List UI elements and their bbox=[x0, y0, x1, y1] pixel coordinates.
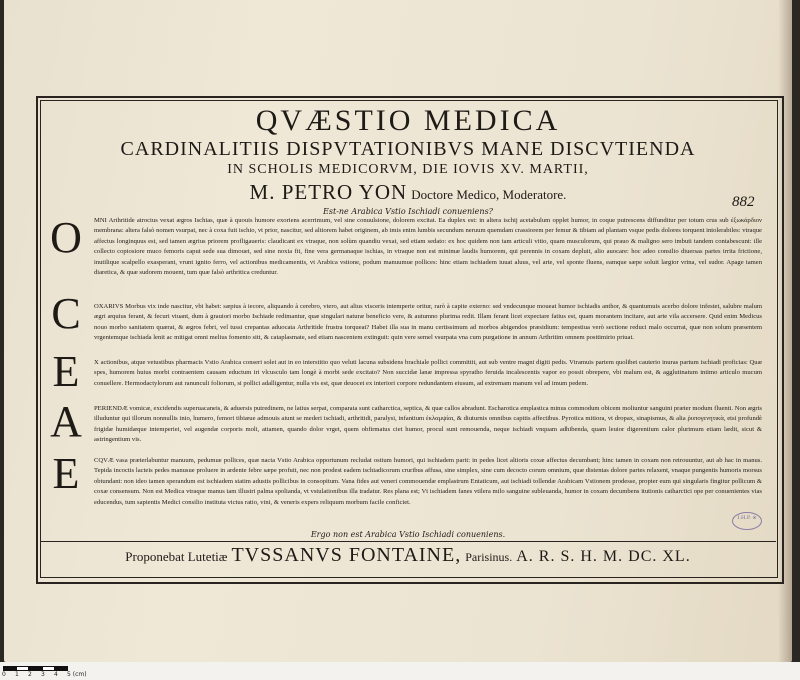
paragraph-4: PERIENDÆ vomicæ, excidendis superuacaneis, & aduersis putredinem, ne latius serpat, comparata sunt catharctica, septica, & quæ callos abradunt. Escharotica emplastica minus commodum obicem moliuntur sanguini præter modum fluenti. Non ægris illuduntur qui illorum nonnullis inio, humero, femori tibiæue admouis aiunt se mederi ischiadi, arthritidi, paralysi, infantium ἐκλαμψίαι, & diuturnis omnibus capitis affectibus. Pyrotica mitiora, vt dropax, sinapismus, & alia ῥυπογενητικὰ, etsi profundè frigidæ humidæque intemperiei, vel augendæ corporis moli, attamen, quando dolor vrget, quem obfirmatus ciet humor, procul sunt remouenda, neque ischiadi vnquam adhibenda, quam leuior digerentium calor plurimum etiam lædit, sicut & astringentium vis. bbox=[94, 405, 762, 444]
initial-letter-5: E bbox=[52, 449, 80, 498]
paragraph-3: X actionibus, atque vetustibus pharmacis Vstio Arabica conseri solet aut in eo interstitio quo veluti lacuna subsidens brachiale pollici committit, aut sub ventre magni digiti pedis. Vtramuis partem quolibet cauterio inuras partum ischiadi proficias: Quæ spes, humorem huius morbi contraentem causam eductum iri vlcusculo tam longè à morbi sede excitato? Non succidæ lanæ impressa spyratho feruida incalescentis vapor eo possit obrepere, vbi malum est, & agglutinatum intimo articulo mucum conuellere. Hermodactylorum aut ranunculi foliorum, si pollici adalligentur, nulla vis est, quæ deuocet ex interiori corpore redundantem eiusum, ad extremam manum vel ad imum pedem. bbox=[94, 359, 762, 387]
imprint-date: A. R. S. H. M. DC. XL. bbox=[516, 548, 691, 565]
ruler-label-0: 0 bbox=[2, 671, 6, 678]
imprint-place: Parisinus. bbox=[465, 550, 513, 564]
ruler-label-3: 3 bbox=[41, 671, 45, 678]
school-date-line: IN SCHOLIS MEDICORVM, DIE IOVIS XV. MARTII, bbox=[227, 162, 589, 177]
ruler-label-4: 4 bbox=[54, 671, 58, 678]
paragraph-5: CQVÆ vasa præterlabuntur manuum, pedumue pollices, quæ nacta Vstio Arabica opportunum recludat ostium humori, qui ischiadem parit: in pedes licet altioris coxæ affectus decumbant; hinc tamen in coxam non retrouuntur, aut ab hac in manus. Tepida incoctis lacteis pedes manusue proluere in ardente febre sæpe profuit, nec non prodest eadem ischiadicorum cruribus affusa, sine simplex, sine cum decocto corum omnium, quæ distentas dolore partes relaxent, vnaque pungentis humoris morsus obtundant: non ideo tamen sperandum est ischiadem statim adustis pollicibus in consopitum. Vana fides aut veneri commouendæ emplastrum Entaticum, aut ischiadi tollendæ Arabicam Vstionem prodesse, propter eum qui singularis fingitur pollicum & coxæ consensum. Non est Medica vtraque manus tam illustri palma spolianda, vt vstulationibus illa tradatur. Res plana est; Vt ischiadem fanes vtilera milo sanguine subleuanda, humor in coxam decumbens itutionis catharctici ope per conuenientes vias educendus, tum sapientis Medici consilio instituta victus ratio, vini, & veneris expers reliquum morbum facile conficiet. bbox=[94, 457, 762, 506]
document-title: QVÆSTIO MEDICA bbox=[255, 104, 561, 137]
imprint-author: TVSSANVS FONTAINE, bbox=[231, 544, 462, 566]
initial-letter-3: E bbox=[52, 347, 80, 396]
imprint-prefix: Proponebat Lutetiæ bbox=[125, 549, 228, 564]
initial-letter-1: O bbox=[50, 213, 82, 262]
moderator-name: M. PETRO YON bbox=[249, 180, 408, 204]
document-subtitle: CARDINALITIIS DISPVTATIONIBVS MANE DISCVTIENDA bbox=[120, 138, 696, 160]
library-stamp: I.H.P. ※ bbox=[732, 512, 762, 530]
ruler-label-1: 1 bbox=[15, 671, 19, 678]
paragraph-2: OXARIVS Morbus vix inde nascitur, vbi habet: sæpius à iecore, aliquando à cerebro, vtero, aut alius visceris intemperie oritur, rarò à capite externo: sed vndecunque moueat humor ischiadis anthor, & quantumuis acerbo dolore infestet, salubre malum ægri æquius ferant, & fecuri viuant, dum à grauiori morbo Ischiade redimantur, quæ singulari naturæ beneficio vere, & autumno plurima redit. Illam ferant licet expectare fatius est, quam morantem incitare, aut arte vila accersere. Quid enim Medicus nouo morbo sanitatem quærat, & ægros febri, vel tussi crepantas aduocata Arthritide frustra torqueat? Habet illa sua in manu certissimum ad morbos abigendos præsidium: tempestiua verò sectione reduci malo occurrat, quæ non solum præsentem vrgentemque ischiada lenit ac mitigat omni melius fomento sitt, & cataplasmate, sed etiam nascentem extinguit: quin vere semel vsurpata vna cum purgatione in annum Arthritim omnem posttimirio priuat. bbox=[94, 303, 762, 342]
ruler-label-2: 2 bbox=[28, 671, 32, 678]
initial-letter-2: C bbox=[51, 289, 81, 338]
moderator-line bbox=[40, 180, 776, 205]
moderator-role: Doctore Medico, Moderatore. bbox=[411, 187, 567, 202]
initial-letter-4: A bbox=[50, 397, 82, 446]
page-number: 882 bbox=[732, 194, 755, 210]
paragraph-1: MNI Arthritide atrocius vexat ægros Ischias, quæ à quouis humore exoriens acerrimum, vel sine conuulsione, dolorem excitat. Ea duplex est: in altera ischij acetabulum opplet humor, in coque putrescens diffunditur per totum crus sub ἐξωκάρδιον membrana: altera falsò nomen vsurpat, nec à coxa fuit ischio, vt prior, nascitur, sed altiorem habet originem, ab imis enim lumbis secundum neruum quemdam crassiorem per femur & tibiam ad plantam vsque pedis dolores torquent intolerabiles: vtraque affectus longinquus est, sed tamen ægrius priorem profligaueris: claudicant ex vtraque, non solùm quandiu vexat, sed etiam sedato: ex hoc quidem non tam articuli vitio, quam musculorum, qui prauo & maligno sero imbuti tandem contabescunt: ille collecto copiosiore muco femoris caput sede sua dimouet, sed sine noxia fit, fine vera germanaque ischias, in vtraque non est minimæ laudis humorem, qui perennis in coxam depluit, alio auocare: hoc adeo consilio diuersas partes irrita frictione, inutilique scalpello exasperant, vrunt ignito ferro, vel actionibus medicamentis, vt Arabica vstione, podum manuumue pollices: hinc etiam ischiadem iuuat aluus, vel arte, vel sponte fluens, eamque sæpe soluit largior vrina, vel sudor. Apage tamen diaretica, & quæ sudorem mouent, tum quæ falsò arthritica creduntur. bbox=[94, 217, 762, 277]
footer-divider bbox=[40, 541, 776, 542]
ruler-label-5: 5 (cm) bbox=[67, 671, 87, 678]
conclusion-line: Ergo non est Arabica Vstio Ischiadi conueniens. bbox=[310, 530, 506, 539]
imprint-line bbox=[40, 544, 776, 567]
thesis-question: Est-ne Arabica Vstio Ischiadi conueniens? bbox=[323, 207, 493, 216]
scale-ruler bbox=[0, 662, 800, 680]
